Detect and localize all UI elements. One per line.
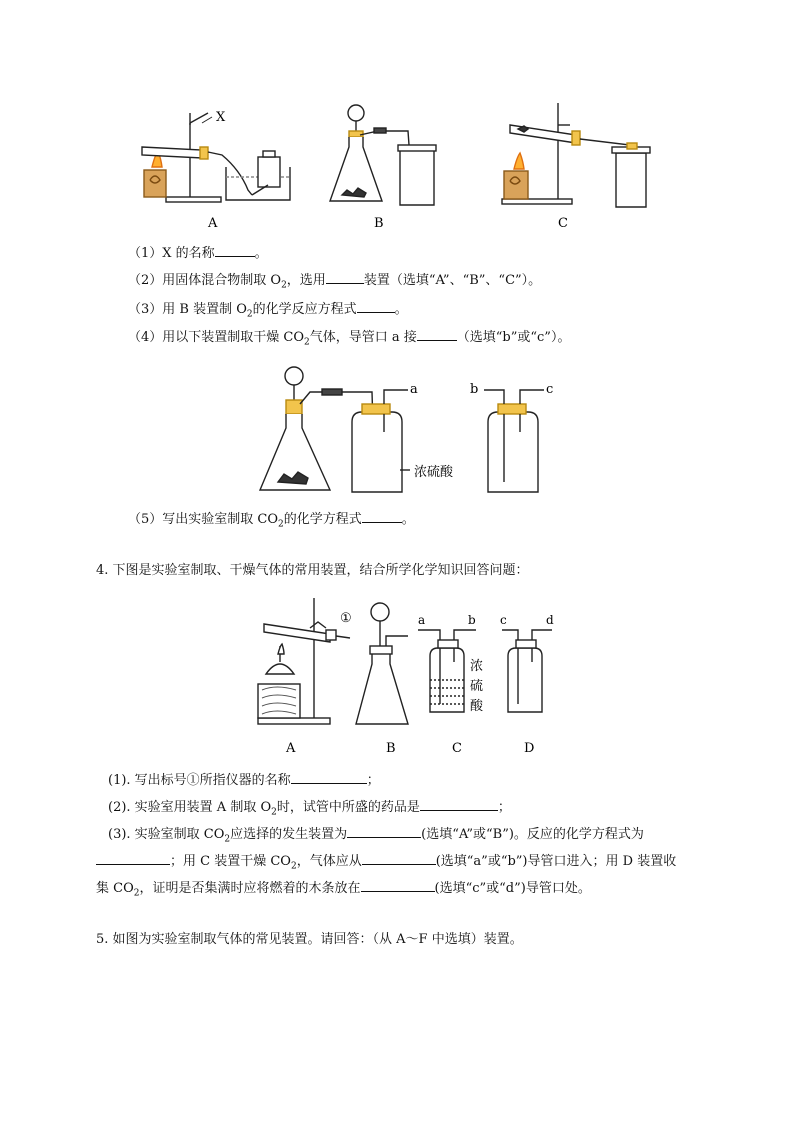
figure-q4-apparatus (250, 592, 570, 762)
subscript: 2 (281, 280, 287, 291)
subscript: 2 (304, 337, 310, 348)
q3-item-5 (128, 510, 415, 534)
q3-item-4-suffix: （选填“b”或“c”）。 (456, 330, 571, 345)
q4-line-2-prefix: (2). 实验室用装置 A 制取 O (108, 800, 272, 815)
q3-item-2-prefix: （2）用固体混合物制取 O (128, 273, 282, 288)
q4-line-5 (96, 879, 591, 903)
q4-line-3 (108, 825, 644, 849)
q4-line-2 (108, 798, 511, 822)
q4-line-3-prefix: (3). 实验室制取 CO (108, 827, 225, 842)
q3-item-4-mid: 气体，导管口 a 接 (309, 330, 417, 345)
q3-item-2-mid: ，选用 (286, 273, 326, 288)
apparatus-c (502, 103, 650, 207)
q4-marker: ① (340, 611, 352, 626)
subscript: 2 (246, 309, 253, 320)
fig2-port-a: a (410, 382, 418, 397)
answer-blank[interactable] (326, 271, 364, 284)
answer-blank[interactable] (361, 879, 435, 892)
q4-line-1-suffix: ； (366, 773, 380, 788)
answer-blank[interactable] (291, 771, 367, 784)
fig2-port-b: b (470, 382, 479, 397)
answer-blank[interactable] (357, 300, 395, 313)
q4-line-4-b: ，气体应从 (296, 854, 362, 869)
q4-line-4-a: ；用 C 装置干燥 CO (170, 854, 291, 869)
answer-blank[interactable] (362, 852, 436, 865)
q3-item-1-suffix: 。 (254, 246, 268, 261)
answer-blank[interactable] (96, 852, 170, 865)
q3-item-3-mid: 的化学反应方程式 (252, 302, 357, 317)
q4-acid-1: 浓 (470, 659, 484, 674)
answer-blank[interactable] (347, 825, 421, 838)
q3-item-1-prefix: （1）X 的名称 (128, 246, 215, 261)
q3-item-1 (128, 244, 268, 263)
fig2-port-c: c (546, 382, 554, 397)
q4-acid-2: 硫 (470, 679, 484, 694)
figure-apparatus-abc (130, 95, 670, 235)
q4-line-1-prefix: (1). 写出标号①所指仪器的名称 (108, 773, 291, 788)
q3-item-5-prefix: （5）写出实验室制取 CO (128, 512, 279, 527)
q4-line-2-suffix: ； (497, 800, 511, 815)
fig1-label-b: B (374, 216, 384, 231)
apparatus-a (142, 113, 290, 202)
q4-line-1 (108, 771, 380, 790)
answer-blank[interactable] (417, 328, 457, 341)
q3-item-4 (128, 328, 570, 352)
q3-item-3-suffix: 。 (394, 302, 408, 317)
figure-co2-drying (250, 360, 570, 500)
answer-blank[interactable] (215, 244, 255, 257)
q4-label-a: A (286, 741, 296, 756)
q4-line-5-b: ，证明是否集满时应将燃着的木条放在 (139, 881, 361, 896)
q4-label-b: B (386, 741, 396, 756)
q4-label-c: C (452, 741, 462, 756)
q3-item-5-suffix: 。 (401, 512, 415, 527)
q3-item-4-prefix: （4）用以下装置制取干燥 CO (128, 330, 305, 345)
q4-line-5-a: 集 CO (96, 881, 134, 896)
answer-blank[interactable] (362, 510, 402, 523)
fig1-label-c: C (558, 216, 568, 231)
subscript: 2 (271, 807, 277, 818)
q4-line-5-c: (选填“c”或“d”)导管口处。 (434, 881, 591, 896)
q4-line-3-mid: 应选择的发生装置为 (230, 827, 348, 842)
q4-line-2-mid: 时，试管中所盛的药品是 (276, 800, 420, 815)
fig1-label-x: X (216, 110, 226, 125)
q4-port-c: c (500, 613, 507, 627)
q4-line-3-suffix: (选填“A”或“B”)。反应的化学方程式为 (421, 827, 644, 842)
subscript: 2 (224, 834, 231, 845)
q4-port-b: b (468, 613, 476, 627)
q4-acid-3: 酸 (470, 699, 484, 714)
q4-port-a: a (418, 613, 426, 627)
q3-item-5-mid: 的化学方程式 (283, 512, 362, 527)
q3-item-3-prefix: （3）用 B 装置制 O (128, 302, 247, 317)
q3-item-2 (128, 271, 541, 295)
q3-item-3 (128, 300, 408, 324)
q4-line-4-c: (选填“a”或“b”)导管口进入；用 D 装置收 (435, 854, 677, 869)
q3-item-2-suffix: 装置（选填“A”、“B”、“C”）。 (363, 273, 542, 288)
q5-heading: 5. 如图为实验室制取气体的常见装置。请回答：（从 A～F 中选填）装置。 (96, 932, 523, 947)
apparatus-b (330, 105, 436, 205)
q4-label-d: D (524, 741, 535, 756)
subscript: 2 (278, 519, 284, 530)
fig2-acid-label: 浓硫酸 (414, 465, 454, 480)
q4-line-4 (96, 852, 676, 876)
answer-blank[interactable] (420, 798, 498, 811)
q4-port-d: d (546, 613, 554, 627)
q4-heading: 4. 下图是实验室制取、干燥气体的常用装置，结合所学化学知识回答问题： (96, 563, 529, 578)
subscript: 2 (290, 861, 297, 872)
fig1-label-a: A (208, 216, 218, 231)
subscript: 2 (133, 888, 140, 899)
